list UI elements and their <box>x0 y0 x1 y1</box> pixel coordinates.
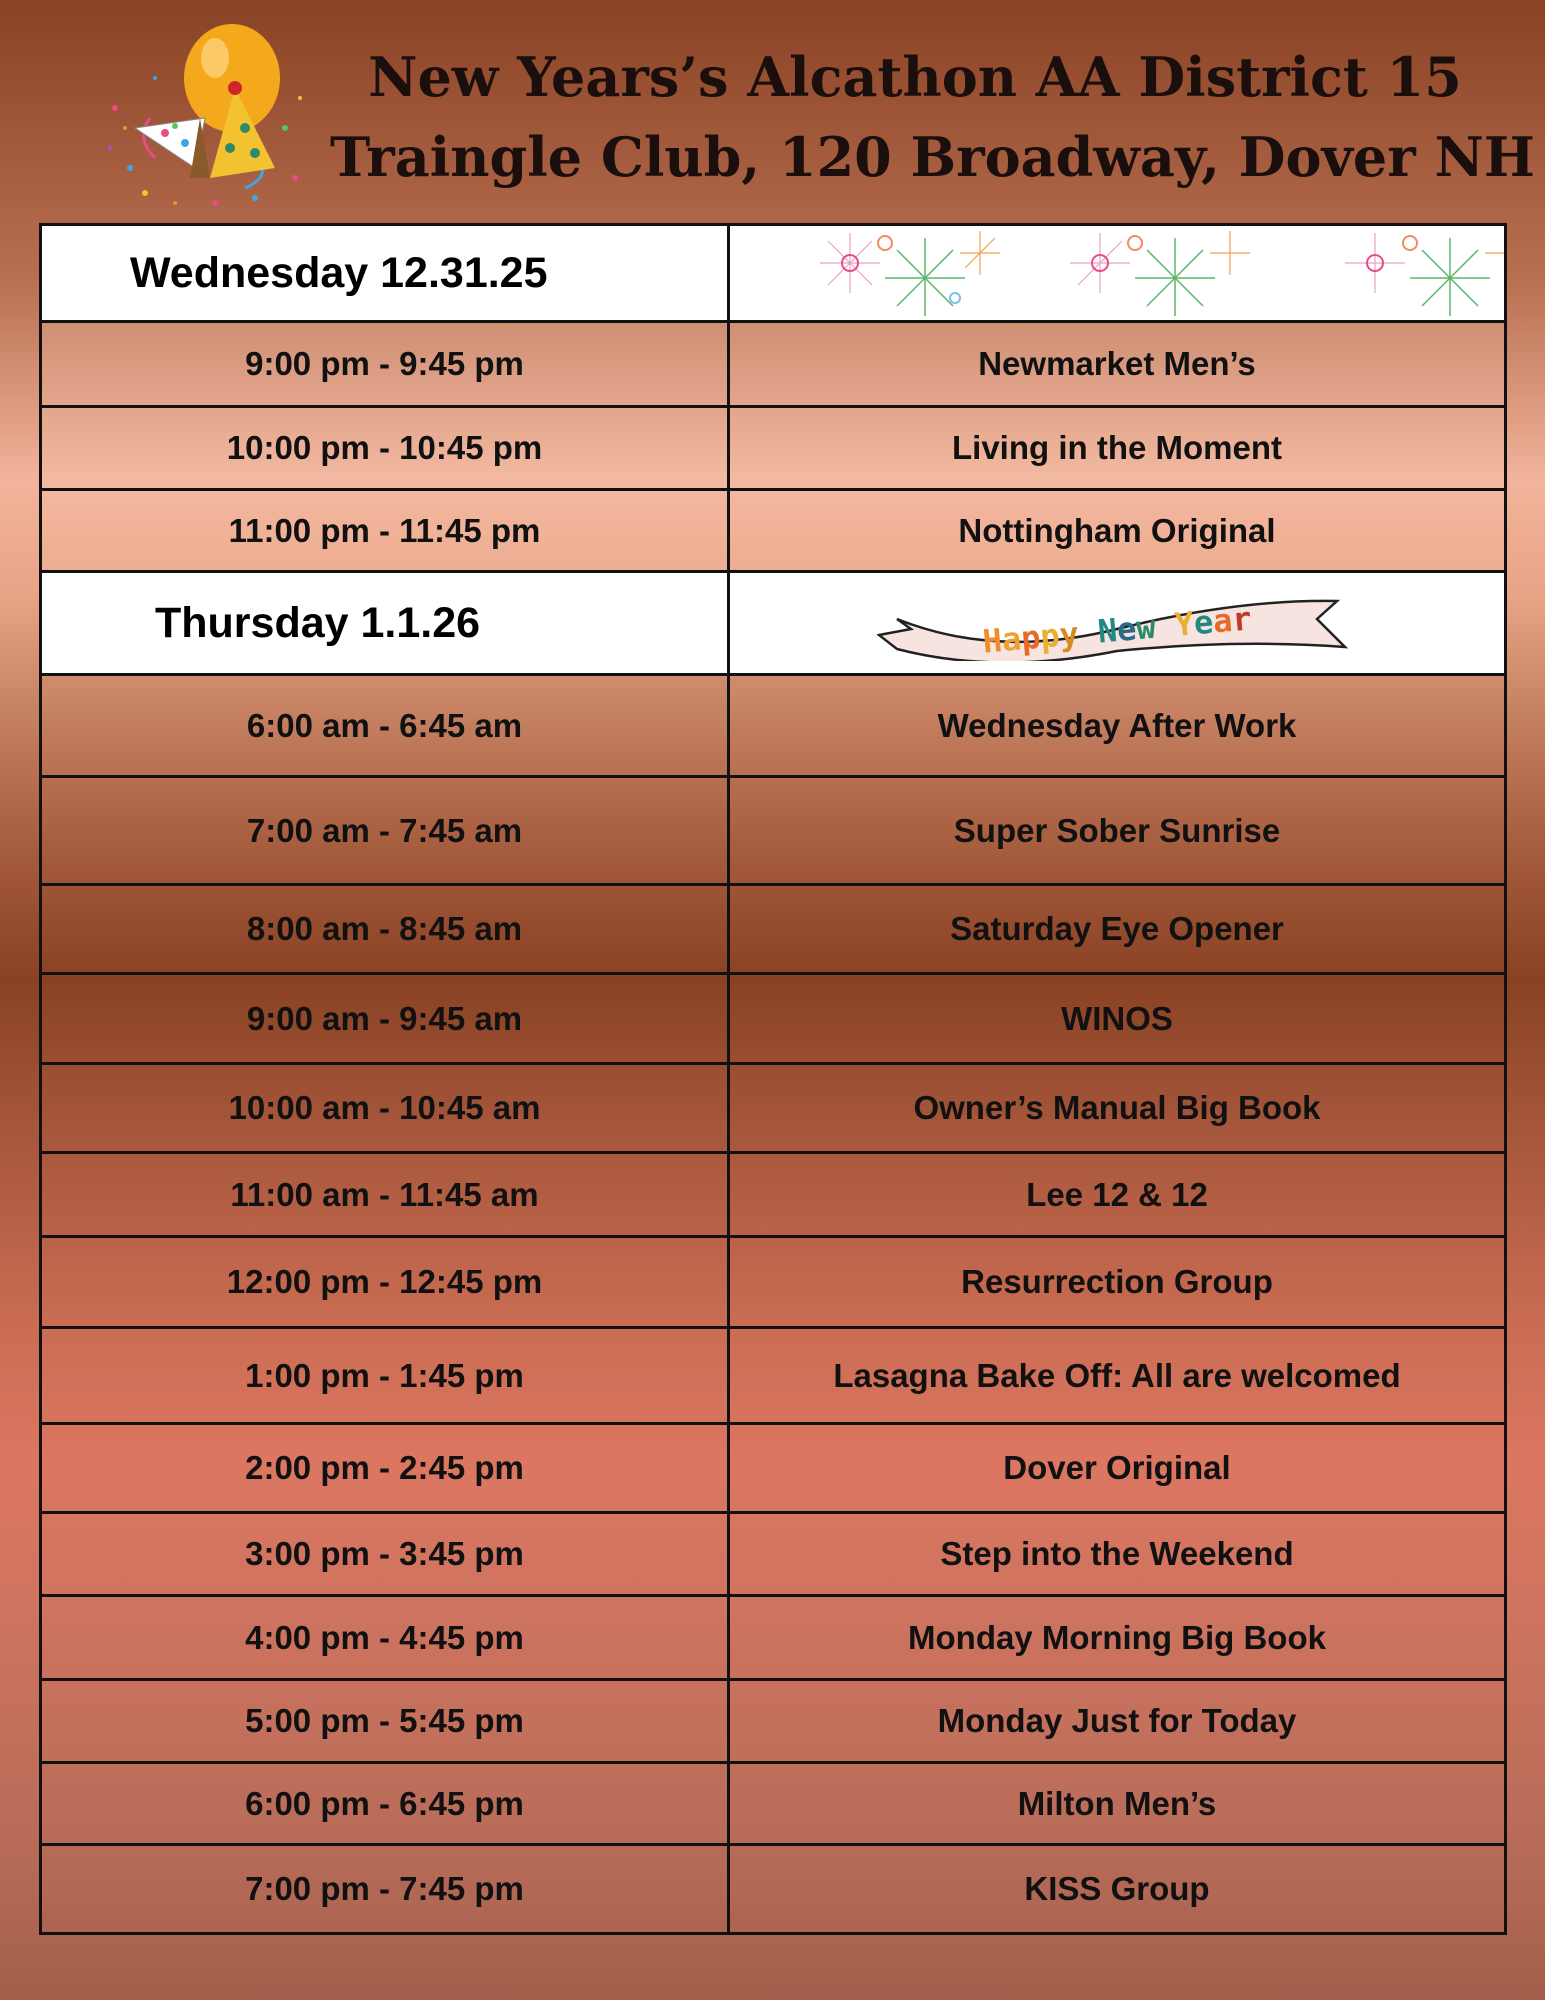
time-cell: 3:00 pm - 3:45 pm <box>41 1513 729 1596</box>
group-cell: KISS Group <box>729 1845 1506 1934</box>
table-row <box>41 1237 1506 1328</box>
table-row <box>41 1763 1506 1845</box>
table-row <box>41 1596 1506 1680</box>
table-row <box>41 885 1506 974</box>
table-row <box>41 407 1506 490</box>
schedule-table <box>39 223 1507 1935</box>
time-cell: 9:00 pm - 9:45 pm <box>41 322 729 407</box>
day-label: Thursday 1.1.26 <box>41 572 729 675</box>
page-title-line1: New Years’s Alcathon AA District 15 <box>368 45 1462 109</box>
group-cell: Owner’s Manual Big Book <box>729 1064 1506 1153</box>
group-cell: Living in the Moment <box>729 407 1506 490</box>
time-cell: 7:00 pm - 7:45 pm <box>41 1845 729 1934</box>
table-row <box>41 1513 1506 1596</box>
time-cell: 7:00 am - 7:45 am <box>41 777 729 885</box>
group-cell: Saturday Eye Opener <box>729 885 1506 974</box>
table-row <box>41 1680 1506 1763</box>
group-cell: Lasagna Bake Off: All are welcomed <box>729 1328 1506 1424</box>
fireworks-icon <box>1050 228 1260 318</box>
table-row <box>41 777 1506 885</box>
day-header-thursday <box>41 572 1506 675</box>
group-cell: Monday Morning Big Book <box>729 1596 1506 1680</box>
group-cell: Dover Original <box>729 1424 1506 1513</box>
day-header-wednesday <box>41 225 1506 322</box>
time-cell: 1:00 pm - 1:45 pm <box>41 1328 729 1424</box>
fireworks-icon <box>1325 228 1506 318</box>
table-row <box>41 1153 1506 1237</box>
time-cell: 6:00 am - 6:45 am <box>41 675 729 777</box>
group-cell: Wednesday After Work <box>729 675 1506 777</box>
group-cell: WINOS <box>729 974 1506 1064</box>
happy-new-year-banner-icon <box>877 589 1357 661</box>
time-cell: 11:00 am - 11:45 am <box>41 1153 729 1237</box>
time-cell: 6:00 pm - 6:45 pm <box>41 1763 729 1845</box>
group-cell: Monday Just for Today <box>729 1680 1506 1763</box>
day-label: Wednesday 12.31.25 <box>41 225 729 322</box>
page-title-line2: Traingle Club, 120 Broadway, Dover NH <box>330 125 1535 189</box>
time-cell: 5:00 pm - 5:45 pm <box>41 1680 729 1763</box>
fireworks-icon <box>800 228 1010 318</box>
table-row <box>41 490 1506 572</box>
group-cell: Super Sober Sunrise <box>729 777 1506 885</box>
time-cell: 9:00 am - 9:45 am <box>41 974 729 1064</box>
table-row <box>41 675 1506 777</box>
group-cell: Resurrection Group <box>729 1237 1506 1328</box>
party-balloon-hat-icon <box>95 18 315 218</box>
table-row <box>41 974 1506 1064</box>
table-row <box>41 1424 1506 1513</box>
table-row <box>41 1064 1506 1153</box>
day-decoration-cell <box>729 225 1506 322</box>
time-cell: 10:00 am - 10:45 am <box>41 1064 729 1153</box>
group-cell: Nottingham Original <box>729 490 1506 572</box>
time-cell: 8:00 am - 8:45 am <box>41 885 729 974</box>
group-cell: Milton Men’s <box>729 1763 1506 1845</box>
group-cell: Newmarket Men’s <box>729 322 1506 407</box>
time-cell: 11:00 pm - 11:45 pm <box>41 490 729 572</box>
page-header <box>0 0 1545 220</box>
banner-text: Happy New Year <box>981 599 1254 661</box>
group-cell: Lee 12 & 12 <box>729 1153 1506 1237</box>
time-cell: 10:00 pm - 10:45 pm <box>41 407 729 490</box>
time-cell: 2:00 pm - 2:45 pm <box>41 1424 729 1513</box>
table-row <box>41 1328 1506 1424</box>
day-decoration-cell <box>729 572 1506 675</box>
table-row <box>41 1845 1506 1934</box>
table-row <box>41 322 1506 407</box>
group-cell: Step into the Weekend <box>729 1513 1506 1596</box>
time-cell: 12:00 pm - 12:45 pm <box>41 1237 729 1328</box>
time-cell: 4:00 pm - 4:45 pm <box>41 1596 729 1680</box>
